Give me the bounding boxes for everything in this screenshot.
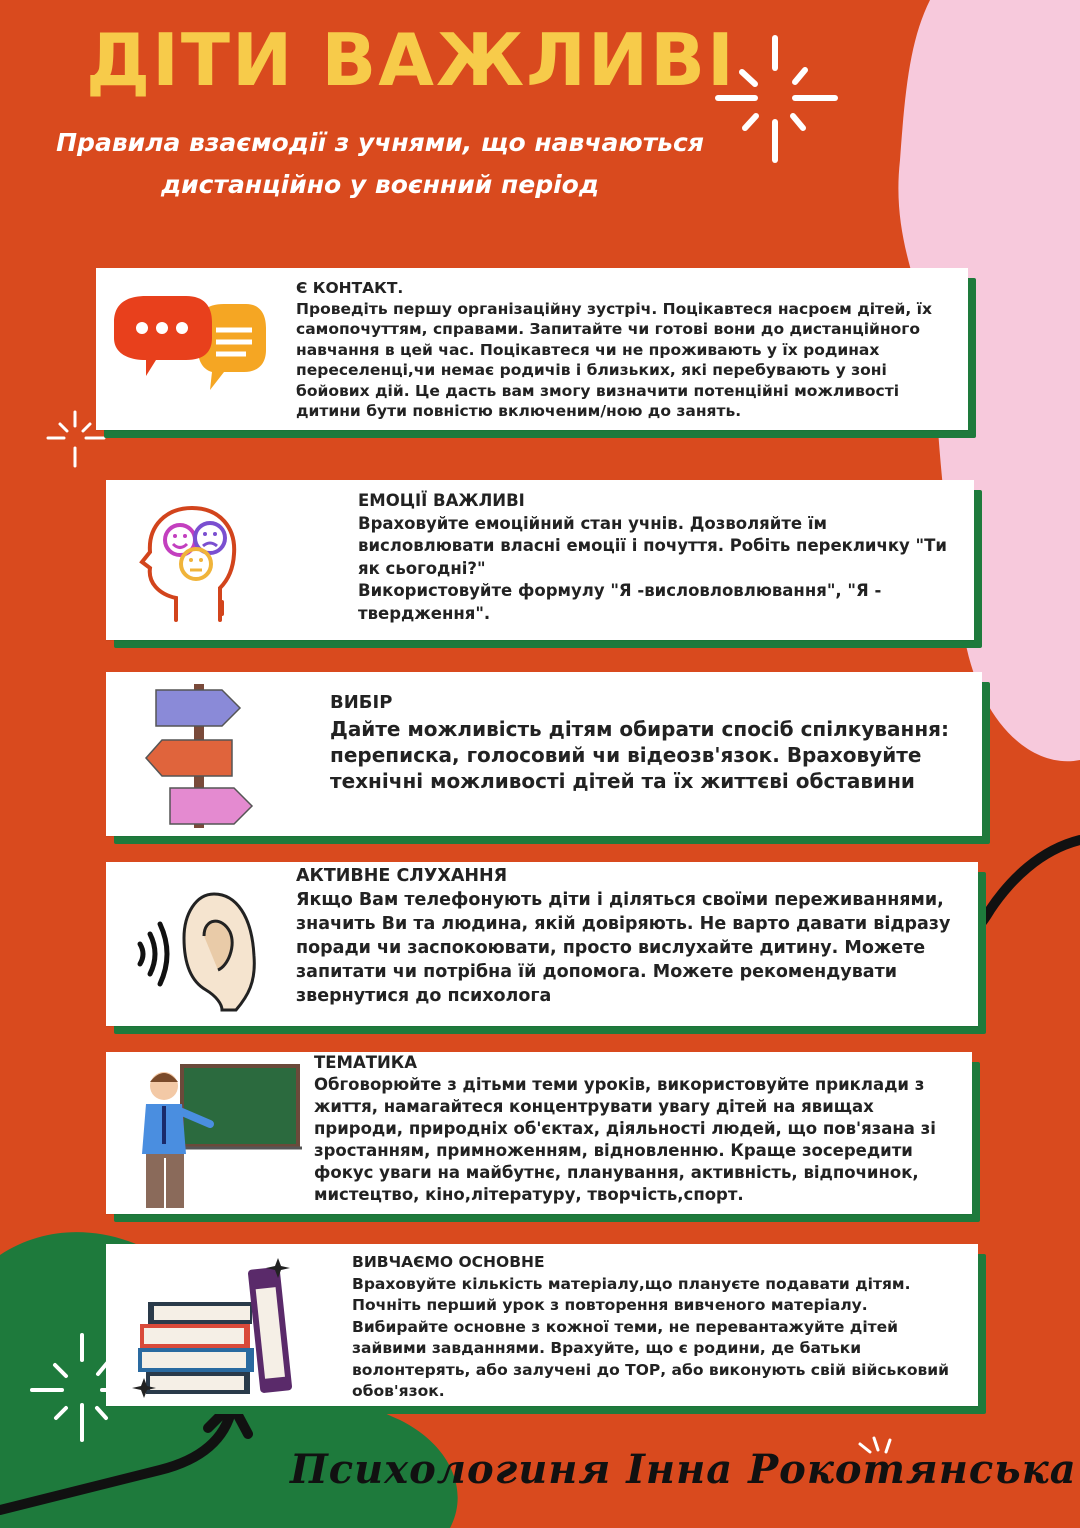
page-title: ДІТИ ВАЖЛИВІ bbox=[86, 18, 736, 102]
card-text bbox=[296, 864, 956, 1008]
card-body: Враховуйте кількість матеріалу,що плануєте подавати дітям. Почніть перший урок з повторення вивченого матеріалу. Вибирайте основне з кожної теми, не перевантажуйте дітей зайвими завданнями. Врахуйте, що є родини, де батьки волонтерять, або залучені до ТОР, або виконують свій військовий обов'язок. bbox=[352, 1274, 950, 1400]
card-heading: ВИБІР bbox=[330, 692, 393, 713]
ear-listening-icon bbox=[132, 886, 262, 1016]
card-text bbox=[296, 278, 946, 422]
card-basics bbox=[106, 1244, 986, 1414]
card-text bbox=[314, 1052, 954, 1206]
card-active-listening bbox=[106, 862, 986, 1034]
subtitle-line-2: дистанційно у воєнний період bbox=[160, 170, 600, 199]
card-emotions bbox=[106, 480, 982, 648]
card-choice bbox=[106, 672, 990, 844]
card-body: Дайте можливість дітям обирати спосіб спілкування: переписка, голосовий чи відеозв'язок. Враховуйте технічні можливості дітей та їх життєві обставини bbox=[330, 717, 949, 793]
card-heading: ВИВЧАЄМО ОСНОВНЕ bbox=[352, 1253, 545, 1271]
card-body: Якщо Вам телефонують діти і діляться своїми переживаннями, значить Ви та людина, якій довіряють. Не варто давати відразу поради чи заспокоювати, просто вислухайте дитину. Можете запитати чи потрібна їй допомога. Можете рекомендувати звернутися до психолога bbox=[296, 890, 951, 1006]
subtitle-line-1: Правила взаємодії з учнями, що навчаються bbox=[56, 128, 704, 157]
card-text bbox=[352, 1252, 962, 1403]
chat-bubbles-icon bbox=[106, 292, 266, 412]
card-heading: ТЕМАТИКА bbox=[314, 1053, 418, 1072]
books-stack-icon bbox=[128, 1258, 308, 1402]
signpost-icon bbox=[142, 680, 262, 830]
card-heading: ЕМОЦІЇ ВАЖЛИВІ bbox=[358, 491, 525, 510]
author-signature: Психологиня Інна Рокотянська bbox=[290, 1446, 1077, 1493]
page-subtitle bbox=[30, 122, 730, 206]
card-topics bbox=[106, 1052, 980, 1222]
card-body: Враховуйте емоційний стан учнів. Дозволяйте їм висловлювати власні емоції і почуття. Робіть перекличку "Ти як сьогодні?" Використовуйте формулу "Я -висловловлювання", "Я - твердження". bbox=[358, 513, 947, 623]
card-heading: АКТИВНЕ СЛУХАННЯ bbox=[296, 866, 508, 886]
teacher-board-icon bbox=[126, 1062, 306, 1218]
card-contact bbox=[96, 268, 976, 438]
card-text bbox=[330, 690, 960, 794]
card-body: Обговорюйте з дітьми теми уроків, використовуйте приклади з життя, намагайтеся концентрувати увагу дітей на явищах природи, природніх об'єктах, діяльності людей, що пов'язана зі зростанням, примноженням, відновленню. Краще зосередити фокус уваги на майбутнє, планування, активність, відпочинок, мистецтво, кіно,літературу, творчість,спорт. bbox=[314, 1075, 936, 1204]
card-heading: Є КОНТАКТ. bbox=[296, 279, 404, 297]
card-text bbox=[358, 490, 958, 625]
card-body: Проведіть першу організаційну зустріч. Поцікавтеся насроєм дітей, їх самопочуттям, справами. Запитайте чи готові вони до дистанційного навчання в цей час. Поцікавтеся чи не проживають у їх родинах переселенці,чи немає родичів і близьких, які перебувають у зоні бойових дій. Це дасть вам змогу визначити потенційні можливості дитини бути повністю включеним/ною до занять. bbox=[296, 299, 932, 420]
emotions-head-icon bbox=[136, 502, 246, 622]
